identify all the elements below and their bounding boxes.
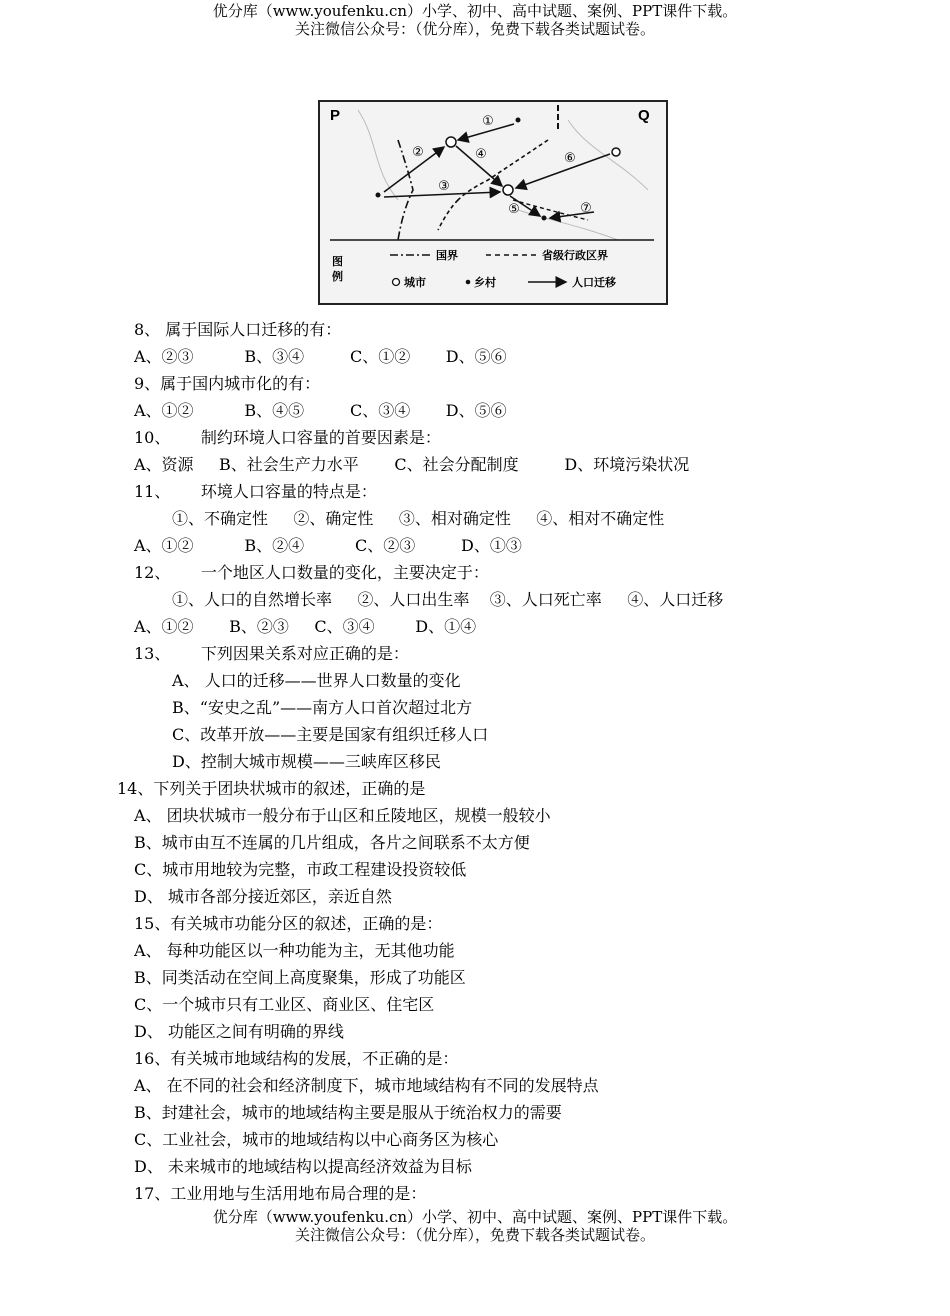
question-15-option-d: D、 功能区之间有明确的界线 (134, 1022, 344, 1041)
route-label-5: ⑤ (508, 202, 520, 217)
question-12-stem: 12、 一个地区人口数量的变化，主要决定于： (134, 563, 489, 582)
legend-city-icon (393, 279, 400, 286)
legend-village-icon (466, 280, 471, 285)
question-8-options: A、②③ B、③④ C、①② D、⑤⑥ (134, 347, 507, 366)
route-label-1: ① (482, 114, 494, 129)
question-14-stem: 14、下列关于团块状城市的叙述，正确的是 (117, 779, 426, 798)
legend-national-label: 国界 (436, 249, 458, 262)
route-label-4: ④ (475, 147, 487, 162)
legend-city-label: 城市 (404, 276, 426, 289)
question-15-option-b: B、同类活动在空间上高度聚集，形成了功能区 (134, 968, 466, 987)
question-13-option-c: C、改革开放——主要是国家有组织迁移人口 (172, 725, 489, 744)
header-line-1: 优分库（www.youfenku.cn）小学、初中、高中试题、案例、PPT课件下载。 (212, 2, 738, 20)
question-9-options: A、①② B、④⑤ C、③④ D、⑤⑥ (134, 401, 507, 420)
legend-village-label: 乡村 (474, 276, 496, 289)
route-label-7: ⑦ (580, 201, 592, 216)
question-11-stem: 11、 环境人口容量的特点是： (134, 482, 377, 501)
village-marker (542, 216, 547, 221)
question-8-stem: 8、 属于国际人口迁移的有： (134, 320, 342, 339)
question-15-stem: 15、有关城市功能分区的叙述，正确的是： (134, 914, 443, 933)
question-16-option-d: D、 未来城市的地域结构以提高经济效益为目标 (134, 1157, 472, 1176)
question-11-options: A、①② B、②④ C、②③ D、①③ (134, 536, 522, 555)
route-label-6: ⑥ (564, 151, 576, 166)
question-13-option-d: D、控制大城市规模——三峡库区移民 (172, 752, 441, 771)
question-13-option-a: A、 人口的迁移——世界人口数量的变化 (172, 671, 461, 690)
question-15-option-c: C、一个城市只有工业区、商业区、住宅区 (134, 995, 435, 1014)
question-11-items: ①、不确定性 ②、确定性 ③、相对确定性 ④、相对不确定性 (172, 509, 665, 528)
route-label-2: ② (412, 145, 424, 160)
legend-title-1: 图 (332, 255, 343, 268)
question-9-stem: 9、属于国内城市化的有： (134, 374, 321, 393)
question-15-option-a: A、 每种功能区以一种功能为主，无其他功能 (134, 941, 455, 960)
legend-provincial-label: 省级行政区界 (542, 249, 608, 262)
village-marker (516, 118, 521, 123)
village-marker (376, 193, 381, 198)
migration-map (318, 100, 668, 305)
question-14-option-b: B、城市由互不连属的几片组成，各片之间联系不太方便 (134, 833, 530, 852)
question-10-options: A、资源 B、社会生产力水平 C、社会分配制度 D、环境污染状况 (134, 455, 690, 474)
question-12-options: A、①② B、②③ C、③④ D、①④ (134, 617, 477, 636)
question-10-stem: 10、 制约环境人口容量的首要因素是： (134, 428, 441, 447)
question-16-option-b: B、封建社会，城市的地域结构主要是服从于统治权力的需要 (134, 1103, 562, 1122)
question-14-option-a: A、 团块状城市一般分布于山区和丘陵地区，规模一般较小 (134, 806, 551, 825)
city-marker (612, 148, 620, 156)
question-16-option-c: C、工业社会，城市的地域结构以中心商务区为核心 (134, 1130, 499, 1149)
question-13-stem: 13、 下列因果关系对应正确的是： (134, 644, 409, 663)
route-label-3: ③ (438, 179, 450, 194)
question-12-items: ①、人口的自然增长率 ②、人口出生率 ③、人口死亡率 ④、人口迁移 (172, 590, 724, 609)
city-marker (503, 185, 513, 195)
question-14-option-d: D、 城市各部分接近郊区，亲近自然 (134, 887, 392, 906)
footer-line-1: 优分库（www.youfenku.cn）小学、初中、高中试题、案例、PPT课件下载。 (212, 1208, 738, 1226)
legend-migration-label: 人口迁移 (572, 276, 616, 289)
corner-label-p: P (330, 107, 341, 124)
question-14-option-c: C、城市用地较为完整，市政工程建设投资较低 (134, 860, 467, 879)
header-line-2: 关注微信公众号：（优分库），免费下载各类试题试卷。 (294, 20, 655, 38)
corner-label-q: Q (638, 107, 650, 124)
question-16-stem: 16、有关城市地域结构的发展，不正确的是： (134, 1049, 459, 1068)
question-16-option-a: A、 在不同的社会和经济制度下，城市地域结构有不同的发展特点 (134, 1076, 599, 1095)
legend-title-2: 例 (332, 270, 343, 283)
footer-line-2: 关注微信公众号：（优分库），免费下载各类试题试卷。 (294, 1226, 655, 1244)
city-marker (446, 137, 456, 147)
question-13-option-b: B、“安史之乱”——南方人口首次超过北方 (172, 698, 473, 717)
question-17-stem: 17、工业用地与生活用地布局合理的是： (134, 1184, 427, 1203)
